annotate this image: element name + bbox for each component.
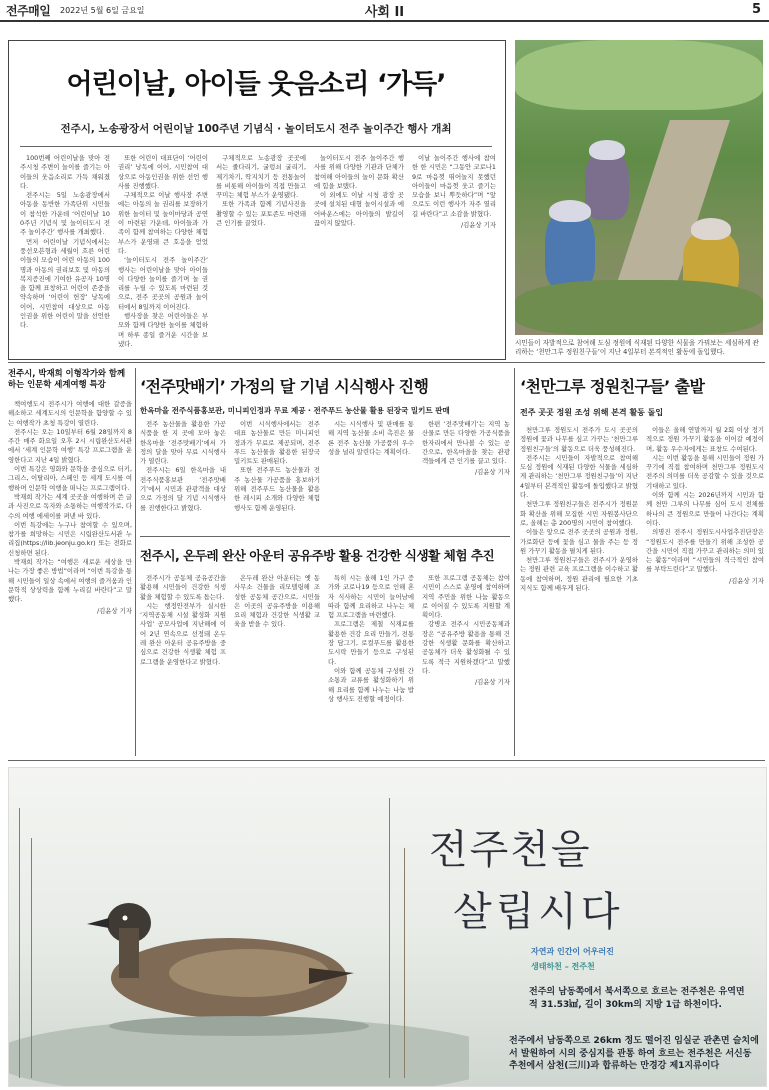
photo-plants (515, 280, 763, 335)
lead-col-5 (412, 154, 496, 350)
reed (389, 798, 390, 1078)
lead-paragraph: 이날 놀이주간 행사에 참여한 한 시민은 “그동안 코로나19로 마음껏 뛰어놀지 못했던 아이들이 마음껏 웃고 즐기는 모습을 보니 뿌듯하다”며 “앞으로도 이런 행사가 자주 열리길 바란다”고 소감을 밝혔다. (412, 154, 496, 218)
mid2-paragraph: 또한 프로그램 공동체는 참여 시민이 스스로 운영에 참여하며 지역 주민을 위한 나눔 활동으로 이어질 수 있도록 지원할 계획이다. (422, 574, 510, 620)
right-paragraph: 이들은 올해 연말까지 월 2회 이상 정기적으로 정원 가꾸기 활동을 이어갈 예정이며, 활동 우수자에게는 표창도 수여된다. (646, 426, 764, 453)
ad-slogan-1: 자연과 인간이 어우러진 (531, 947, 614, 956)
right-paragraph: 시는 이번 활동을 통해 시민들이 정원 가꾸기에 직접 참여하며 천만그루 정원도시 전주의 의미를 더욱 공감할 수 있을 것으로 기대하고 있다. (646, 453, 764, 490)
left-paragraph: 이번 특강은 영화와 문학을 중심으로 터키, 그리스, 이탈리아, 스페인 등 세계 도시를 여행하며 인문학 여행을 떠나는 프로그램이다. (8, 465, 132, 492)
ad-description-2: 전주에서 남동쪽으로 26km 정도 떨어진 임실군 관촌면 슬치에서 발원하여 시의 중심지를 관통 하여 흐르는 전주천은 서신동 추천에서 삼천(三川)과 합류하는 만경강 제1지류이다 (509, 1036, 759, 1071)
right-paragraph: 전주시는 시민들이 자발적으로 참여해 도심 정원에 식재된 다양한 식물을 세심하게 관리하는 ‘천만그루 정원친구들’이 지난 4일부터 본격적인 활동에 돌입했다고 밝혔다. (520, 453, 638, 500)
lead-col-2 (118, 154, 208, 350)
lead-paragraph: 100번째 어린이날을 맞아 전주시청 주변이 놀이를 즐기는 아이들의 웃음소리로 가득 채워졌다. (20, 154, 110, 190)
lead-headline: 어린이날, 아이들 웃음소리 ‘가득’ (66, 69, 446, 100)
mid-byline: /김윤상 기자 (474, 468, 510, 477)
right-subheadline: 전주 곳곳 정원 조성 위해 본격 활동 돌입 (520, 408, 664, 417)
mid2-headline: 전주시, 온두레 완산 아운터 공유주방 활용 건강한 식생활 체험 추진 (140, 548, 495, 563)
right-paragraph: 의명진 전주시 정원도시사업추진단장은 “정원도시 전주를 만들기 위해 조성한 공간을 시민이 직접 가꾸고 관리하는 의미 있는 활동”이라며 “시민들의 적극적인 참여를 부탁드린다”고 말했다. (646, 528, 764, 574)
mid-paragraph: 전주 농산물을 활용한 가공식품을 한 지 곳에 모아 놓은 한옥마을 ‘전주맛배기’에서 가정의 달을 맞아 무료 시식행사가 열린다. (140, 420, 226, 466)
lead-paragraph: 구체적으로 노송광장 곳곳에서는 줄다리기, 굴렁쇠 굴리기, 제기차기, 딱지치기 등 전통놀이를 비롯해 아이들이 직접 만들고 꾸미는 체험 부스가 운영됐다. (216, 154, 306, 200)
lead-paragraph: ‘놀이터도시 전주 놀이주간’ 행사는 어린이날을 맞아 아이들이 다양한 놀이를 즐기며 놀 권리를 누릴 수 있도록 마련된 것으로, 전주 곳곳의 공원과 놀이터에서 8일까지 이어진다. (118, 256, 208, 311)
left-article-body (8, 400, 132, 754)
issue-date: 2022년 5월 6일 금요일 (60, 6, 145, 15)
left-paragraph: 책여행도시 전주시가 여행에 대한 갈증을 해소하고 세계도시의 인문학을 함양할 수 있는 여행작가 초청 특강이 열린다. (8, 400, 132, 427)
mid-col-4 (422, 420, 510, 532)
section-title: 사회 II (364, 5, 405, 20)
right-col-1 (520, 426, 638, 752)
lead-rule (20, 146, 492, 147)
lead-col-1 (20, 154, 110, 350)
lead-paragraph: 전주시는 5일 노송광장에서 아동을 동반한 가족단위 시민들이 참석한 가운데 ‘어린이날 100주년 기념식 및 놀이터도시 전주 놀이주간’ 행사를 개최했다. (20, 191, 110, 237)
ad-slogan-2: 생태하천 – 전주천 (531, 962, 595, 971)
mid2-paragraph: 온두레 완산 아운터는 옛 동사무소 건물을 리모델링해 조성한 공동체 공간으로, 시민들은 이곳의 공유주방을 이용해 요리 체험과 건강한 식생활 교육을 받을 수 있다. (234, 574, 320, 629)
right-col-2 (646, 426, 764, 752)
mid-paragraph: 전주시는 6일 한옥마을 내 전주식품홍보관 ‘전주맛배기’에서 시민과 관광객을 대상으로 가정의 달 기념 시식행사를 진행한다고 밝혔다. (140, 466, 226, 512)
section-divider (8, 362, 765, 363)
mid2-col-4 (422, 574, 510, 750)
lead-col-3 (216, 154, 306, 350)
mid-col-3 (328, 420, 414, 532)
mid-paragraph: 이번 시식행사에서는 전주 대표 농산물로 만든 미니피인정과가 무료로 제공되며, 전주푸드 농산물을 활용한 된장국 밀키트도 판매된다. (234, 420, 320, 466)
newspaper-name: 전주매일 (6, 4, 51, 18)
mid2-col-3 (328, 574, 414, 750)
lead-paragraph: 또한 어린이 대표단이 ‘어린이 권리’ 낭독에 이어, 시민참여 대상으로 아동인권을 위한 선언 행사를 진행했다. (118, 154, 208, 190)
lead-col-4 (314, 154, 404, 350)
photo-trees (515, 40, 763, 110)
photo-hat (691, 218, 731, 240)
left-paragraph: 이번 특강에는 누구나 참여할 수 있으며, 참가를 희망하는 시민은 시립완산도서관 누리집(https://lib.jeonju.go.kr) 또는 전화로 신청하면 된다. (8, 520, 132, 557)
mid-paragraph: 또한 전주푸드 농산물과 전주 농산물 가공품을 홍보하기 위해 전주푸드 농산물을 활용한 레시피 소개와 다양한 체험 행사도 함께 운영된다. (234, 466, 320, 512)
left-headline: 전주시, 박재희 이형작가와 함께하는 인문학 세계여행 특강 (8, 368, 126, 389)
left-paragraph: 박재희 작가는 세계 곳곳을 여행하며 쓴 글과 사진으로 독자와 소통하는 여행작가로, 다수의 여행 에세이를 펴낸 바 있다. (8, 492, 132, 520)
mid2-paragraph: 프로그램은 제철 식재료를 활용한 건강 요리 만들기, 전통 장 담그기, 로컬푸드를 활용한 도시락 만들기 등으로 구성된다. (328, 620, 414, 666)
mid-col-2 (234, 420, 320, 532)
right-paragraph: 이와 함께 시는 2026년까지 시민과 함께 천만 그루의 나무를 심어 도시 전체를 하나의 큰 정원으로 만들어 나간다는 계획이다. (646, 491, 764, 527)
right-byline: /김윤상 기자 (728, 576, 764, 585)
mid-headline: ‘전주맛배기’ 가정의 달 기념 시식행사 진행 (140, 377, 429, 396)
right-paragraph: 이들은 앞으로 전주 곳곳의 공원과 정원, 가로화단 등에 꽃을 심고 물을 주는 등 정원 가꾸기 활동을 펼치게 된다. (520, 528, 638, 555)
photo-person (585, 150, 629, 220)
photo-hat (589, 140, 625, 160)
right-paragraph: 천만그루 정원도시 전주가 도시 곳곳의 정원에 꽃과 나무를 심고 가꾸는 ‘천만그루 정원친구들’의 활동으로 더욱 풍성해진다. (520, 426, 638, 453)
right-paragraph: 천만그루 정원친구들은 전주시가 정원문화 확산을 위해 모집한 시민 자원봉사단으로, 올해는 총 200명의 시민이 참여했다. (520, 500, 638, 527)
left-paragraph: 박재희 작가는 “여행은 새로운 세상을 만나는 가장 좋은 방법”이라며 “이번 특강을 통해 시민들이 일상 속에서 여행의 즐거움과 인문학적 상상력을 함께 누리길 바란다”고 말했다. (8, 558, 132, 604)
section-divider (8, 760, 765, 761)
lead-paragraph: 또한 가족과 함께 기념사진을 촬영할 수 있는 포토존도 마련돼 큰 인기를 끌었다. (216, 200, 306, 228)
duck-illustration (9, 768, 469, 1086)
reed (404, 848, 405, 1078)
lead-paragraph: 행사장을 찾은 어린이들은 부모와 함께 다양한 놀이를 체험하며 하루 종일 즐거운 시간을 보냈다. (118, 312, 208, 348)
reed (19, 808, 20, 1078)
left-byline: /김윤상 기자 (96, 606, 132, 615)
right-paragraph: 천만그루 정원친구들은 전주시가 운영하는 정원 관련 교육 프로그램을 이수하고 활동에 참여하며, 정원 관리에 필요한 기초 지식도 함께 배우게 된다. (520, 556, 638, 593)
jeonjucheon-campaign-ad (8, 767, 767, 1087)
garden-volunteers-photo (515, 40, 763, 335)
mid2-byline: /김윤상 기자 (474, 678, 510, 687)
right-headline: ‘천만그루 정원친구들’ 출발 (520, 377, 705, 396)
reed (31, 838, 32, 1078)
lead-paragraph: 먼저 어린이날 기념식에서는 풍선오븐형과 세월이 흐른 어린이들의 모습이 어린 아동의 100명과 아동의 권리보호 및 아동의 복지증진에 기여한 유공자 10명을 함께 표창하고 어린이 존중을 약속하며 ‘어린이 헌장’ 낭독에 이어, 시민참여 대상으로 아동 인권을 위한 어린이 말을 선언한다. (20, 237, 110, 330)
page-header (0, 0, 769, 22)
lead-subheadline: 전주시, 노송광장서 어린이날 100주년 기념식 · 놀이터도시 전주 놀이주간 행사 개최 (60, 123, 452, 135)
photo-caption: 시민들이 자발적으로 참여해 도심 정원에 식재된 다양한 식물을 가꿔보는 세심하게 관리하는 ‘천만그루 정원친구들’이 지난 4일부터 본격적인 활동에 돌입했다. (515, 339, 759, 356)
ad-description-1: 전주의 남동쪽에서 북서쪽으로 흐르는 전주천은 유역면적 31.53㎢, 길이 30km의 지방 1급 하천이다. (529, 987, 745, 1010)
page-number: 5 (751, 2, 761, 17)
mid-paragraph: 시는 시식행사 및 판매를 통해 지역 농산물 소비 촉진은 물론 전주 농산물 가공품의 우수성을 널리 알린다는 계획이다. (328, 420, 414, 456)
column-divider (514, 368, 515, 756)
mid-subheadline: 한옥마을 전주식품홍보관, 미니피인정과 무료 제공 · 전주푸드 농산물 활용 된장국 밀키트 판매 (140, 406, 450, 415)
lead-paragraph: 이 외에도 이날 시청 광장 곳곳에 설치된 대형 놀이시설과 에어바운스에는 아이들의 발길이 끊이지 않았다. (314, 191, 404, 228)
mid2-paragraph: 이와 함께 공동체 구성원 간 소통과 교류를 활성화하기 위해 요리를 함께 나누는 나눔 밥상 행사도 진행할 예정이다. (328, 666, 414, 703)
lead-paragraph: 구체적으로 이날 행사장 주변에는 아동의 놀 권리를 보장하기 위한 놀이터 및 놀이마당과 공연이 마련된 가운데, 아이들과 가족이 함께 참여하는 다양한 체험 부스가 운영돼 큰 호응을 얻었다. (118, 191, 208, 255)
mid-col-1 (140, 420, 226, 532)
left-paragraph: 전주시는 오는 10일부터 6월 28일까지 8주간 매주 화요일 오후 2시 시립완산도서관에서 ‘세계 인문학 여행’ 특강 프로그램을 운영한다고 지난 4일 밝혔다. (8, 427, 132, 464)
mid-divider (140, 536, 510, 537)
photo-hat (549, 200, 591, 222)
mid-paragraph: 한편 ‘전주맛배기’는 지역 농산물로 만든 다양한 가공식품을 한자리에서 만나볼 수 있는 공간으로, 한옥마을을 찾는 관광객들에게 큰 인기를 끌고 있다. (422, 420, 510, 466)
mid2-col-1 (140, 574, 226, 750)
ad-title-line1: 전주천을 (429, 827, 592, 873)
mid2-paragraph: 시는 행정안전부가 실시한 ‘지역공동체 시설 활성화 지원사업’ 공모사업에 지난해에 이어 2년 연속으로 선정돼 온두레 완산 아운터 공유주방을 중심으로 건강한 식생활 체험 프로그램을 운영한다고 밝혔다. (140, 601, 226, 666)
mid2-paragraph: 강병조 전주시 시민공동체과장은 “공유주방 활용을 통해 건강한 식생활 문화를 확산하고 공동체가 더욱 활성화될 수 있도록 적극 지원하겠다”고 말했다. (422, 620, 510, 675)
mid2-col-2 (234, 574, 320, 750)
ad-title-line2: 살립시다 (453, 889, 624, 935)
column-divider (135, 368, 136, 756)
left-article-title (8, 368, 130, 390)
lead-paragraph: 놀이터도시 전주 놀이주간 행사를 위해 다양한 기관과 단체가 참여해 아이들의 놀이 문화 확산에 힘을 보탰다. (314, 154, 404, 190)
lead-byline: /김윤상 기자 (460, 221, 496, 230)
mid2-paragraph: 전주시가 공동체 공유공간을 활용해 시민들이 건강한 식생활을 체험할 수 있도록 돕는다. (140, 574, 226, 601)
photo-person (545, 210, 595, 290)
mid2-paragraph: 특히 시는 올해 1인 가구 증가와 코로나19 등으로 인해 혼자 식사하는 시민이 늘어남에 따라 함께 요리하고 나누는 체험 프로그램을 마련했다. (328, 574, 414, 620)
